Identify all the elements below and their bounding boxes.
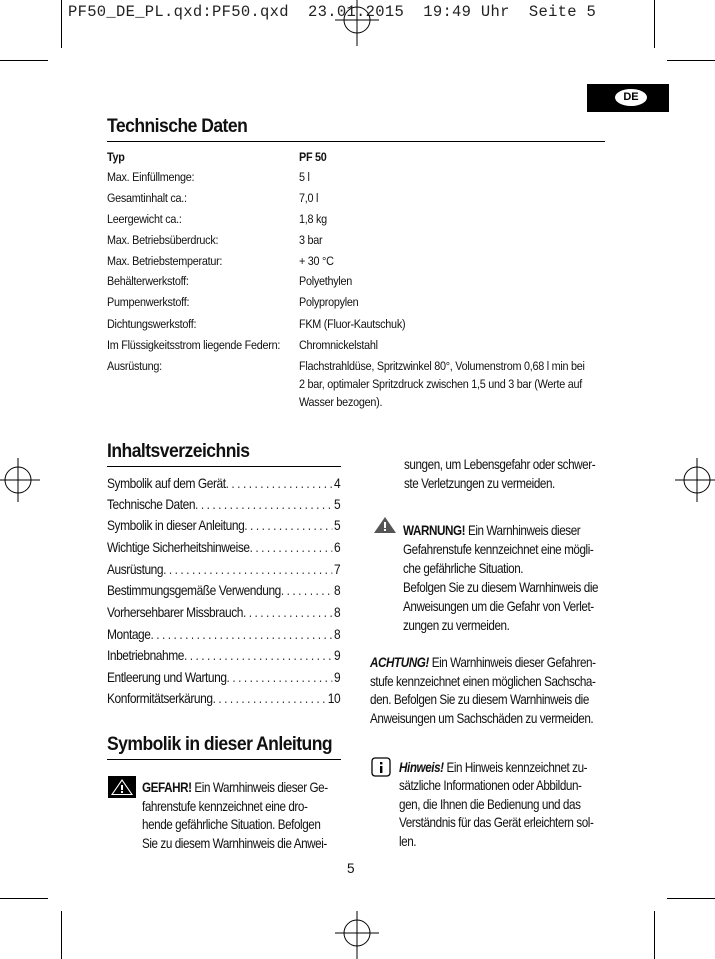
tech-row-label: Pumpenwerkstoff: [107, 295, 190, 309]
tech-equipment-line: Flachstrahldüse, Spritzwinkel 80°, Volumenstrom 0,68 l min bei [299, 359, 585, 373]
toc-item-page: 5 [333, 518, 341, 533]
toc-item[interactable] [107, 605, 340, 620]
toc-item-label: Symbolik auf dem Gerät [107, 476, 226, 491]
note-line [142, 779, 328, 798]
tech-row-label: Leergewicht ca.: [107, 212, 182, 226]
note-line: Gefahrenstufe kennzeichnet eine mögli- [403, 542, 594, 557]
note-line: sätzliche Informationen oder Abbildun- [399, 778, 582, 793]
crop-mark [0, 60, 48, 61]
tech-row-label: Max. Betriebstemperatur: [107, 254, 223, 268]
toc-item[interactable] [107, 648, 340, 663]
language-badge: DE [615, 89, 647, 106]
registration-mark-icon [0, 450, 40, 510]
note-line: Anweisungen um die Gefahr von Verlet- [403, 599, 594, 614]
crop-mark [61, 0, 62, 48]
tech-row-value: + 30 °C [299, 254, 334, 268]
achtung-keyword: ACHTUNG! [370, 655, 429, 670]
crop-mark [61, 911, 62, 959]
title-rule [107, 141, 605, 142]
tech-row-label: Gesamtinhalt ca.: [107, 191, 187, 205]
tech-row-value: 3 bar [299, 233, 323, 247]
toc-leader [195, 497, 332, 512]
note-line: stufe kennzeichnet einen möglichen Sachscha- [370, 674, 596, 689]
note-line: Anweisungen um Sachschäden zu vermeiden. [370, 711, 594, 726]
registration-mark-icon [327, 911, 387, 959]
toc-item-page: 7 [333, 562, 341, 577]
warning-icon [372, 515, 398, 535]
toc-item-page: 6 [333, 540, 341, 555]
toc-item-label: Montage [107, 627, 151, 642]
tech-row-value: Chromnickelstahl [299, 338, 378, 352]
tech-row-value: Polypropylen [299, 295, 359, 309]
crop-mark [667, 898, 715, 899]
toc-leader [226, 476, 333, 491]
toc-leader [184, 648, 332, 663]
tech-row-label: Im Flüssigkeitsstrom liegende Federn: [107, 338, 281, 352]
title-rule [107, 759, 341, 760]
note-line: sungen, um Lebensgefahr oder schwer- [404, 457, 596, 472]
note-line: hende gefährliche Situation. Befolgen [142, 817, 321, 832]
note-line: che gefährliche Situation. [403, 561, 524, 576]
toc-item-page: 10 [327, 691, 341, 706]
note-line: zungen zu vermeiden. [403, 618, 510, 633]
note-line: fahrenstufe kennzeichnet eine dro- [142, 799, 308, 814]
note-line: den. Befolgen Sie zu diesem Warnhinweis die [370, 692, 589, 707]
note-text: Ein Warnhinweis dieser Ge- [191, 780, 328, 795]
toc-item-page: 8 [333, 583, 341, 598]
note-line: len. [399, 834, 417, 849]
toc-leader [243, 605, 332, 620]
toc-item-label: Entleerung und Wartung [107, 670, 227, 685]
note-text: Ein Hinweis kennzeichnet zu- [443, 760, 588, 775]
tech-row-label: Behälterwerkstoff: [107, 274, 189, 288]
symbols-title: Symbolik in dieser Anleitung [107, 733, 333, 755]
print-header: PF50_DE_PL.qxd:PF50.qxd 23.01.2015 19:49 Uhr Seite 5 [68, 3, 597, 21]
toc-item[interactable] [107, 518, 340, 533]
hinweis-keyword: Hinweis! [399, 760, 444, 775]
note-line: gen, die Ihnen die Bedienung und das [399, 797, 581, 812]
tech-row-value: 7,0 l [299, 191, 319, 205]
tech-row-label: Dichtungswerkstoff: [107, 317, 197, 331]
note-line [403, 522, 580, 541]
toc-item-page: 8 [333, 627, 341, 642]
toc-item[interactable] [107, 540, 340, 555]
crop-mark [0, 898, 48, 899]
note-line: Sie zu diesem Warnhinweis die Anwei- [142, 836, 327, 851]
toc-leader [281, 583, 332, 598]
tech-row-value: 5 l [299, 170, 310, 184]
toc-item[interactable] [107, 583, 340, 598]
note-line [370, 654, 596, 673]
tech-row-value: 1,8 kg [299, 212, 327, 226]
note-line: Befolgen Sie zu diesem Warnhinweis die [403, 580, 599, 595]
tech-head-label: Typ [107, 150, 125, 164]
warnung-keyword: WARNUNG! [403, 523, 466, 538]
toc-item-label: Konformitätserkärung [107, 691, 213, 706]
gefahr-keyword: GEFAHR! [142, 780, 192, 795]
tech-row-value: FKM (Fluor-Kautschuk) [299, 317, 406, 331]
toc-leader [163, 562, 332, 577]
toc-item-page: 9 [333, 648, 341, 663]
toc-leader [244, 518, 332, 533]
toc-item-page: 4 [333, 476, 341, 491]
registration-mark-icon [675, 450, 715, 510]
info-icon [371, 757, 391, 777]
tech-equipment-line: Wasser bezogen). [299, 395, 383, 409]
note-text: Ein Warnhinweis dieser Gefahren- [428, 655, 596, 670]
toc-item[interactable] [107, 627, 340, 642]
tech-head-value: PF 50 [299, 150, 327, 164]
toc-item-label: Bestimmungsgemäße Verwendung [107, 583, 281, 598]
toc-item-page: 8 [333, 605, 341, 620]
toc-item-label: Symbolik in dieser Anleitung [107, 518, 245, 533]
toc-item-page: 9 [333, 670, 341, 685]
crop-mark [654, 911, 655, 959]
note-text: Ein Warnhinweis dieser [465, 523, 581, 538]
toc-item[interactable] [107, 691, 340, 706]
tech-data-title: Technische Daten [107, 115, 248, 137]
toc-item[interactable] [107, 476, 340, 491]
tech-row-label: Ausrüstung: [107, 359, 162, 373]
toc-item[interactable] [107, 670, 340, 685]
page-number: 5 [347, 861, 355, 876]
toc-leader [250, 540, 333, 555]
note-line: ste Verletzungen zu vermeiden. [404, 476, 555, 491]
toc-item[interactable] [107, 562, 340, 577]
danger-warning-icon [108, 776, 136, 798]
toc-item-label: Inbetriebnahme [107, 648, 184, 663]
tech-row-value: Polyethylen [299, 274, 353, 288]
crop-mark [667, 60, 715, 61]
toc-item-label: Technische Daten [107, 497, 196, 512]
crop-mark [654, 0, 655, 48]
title-rule [107, 466, 341, 467]
toc-item-label: Ausrüstung [107, 562, 164, 577]
tech-row-label: Max. Betriebsüberdruck: [107, 233, 219, 247]
toc-leader [213, 691, 326, 706]
toc-leader [227, 670, 333, 685]
toc-leader [150, 627, 332, 642]
note-line [399, 759, 587, 778]
toc-title: Inhaltsverzeichnis [107, 440, 250, 462]
note-line: Verständnis für das Gerät erleichtern sol- [399, 815, 594, 830]
toc-item-label: Wichtige Sicherheitshinweise [107, 540, 250, 555]
toc-item-page: 5 [333, 497, 341, 512]
toc-item[interactable] [107, 497, 340, 512]
toc-item-label: Vorhersehbarer Missbrauch [107, 605, 243, 620]
tech-equipment-line: 2 bar, optimaler Spritzdruck zwischen 1,5 und 3 bar (Werte auf [299, 377, 582, 391]
tech-row-label: Max. Einfüllmenge: [107, 170, 195, 184]
